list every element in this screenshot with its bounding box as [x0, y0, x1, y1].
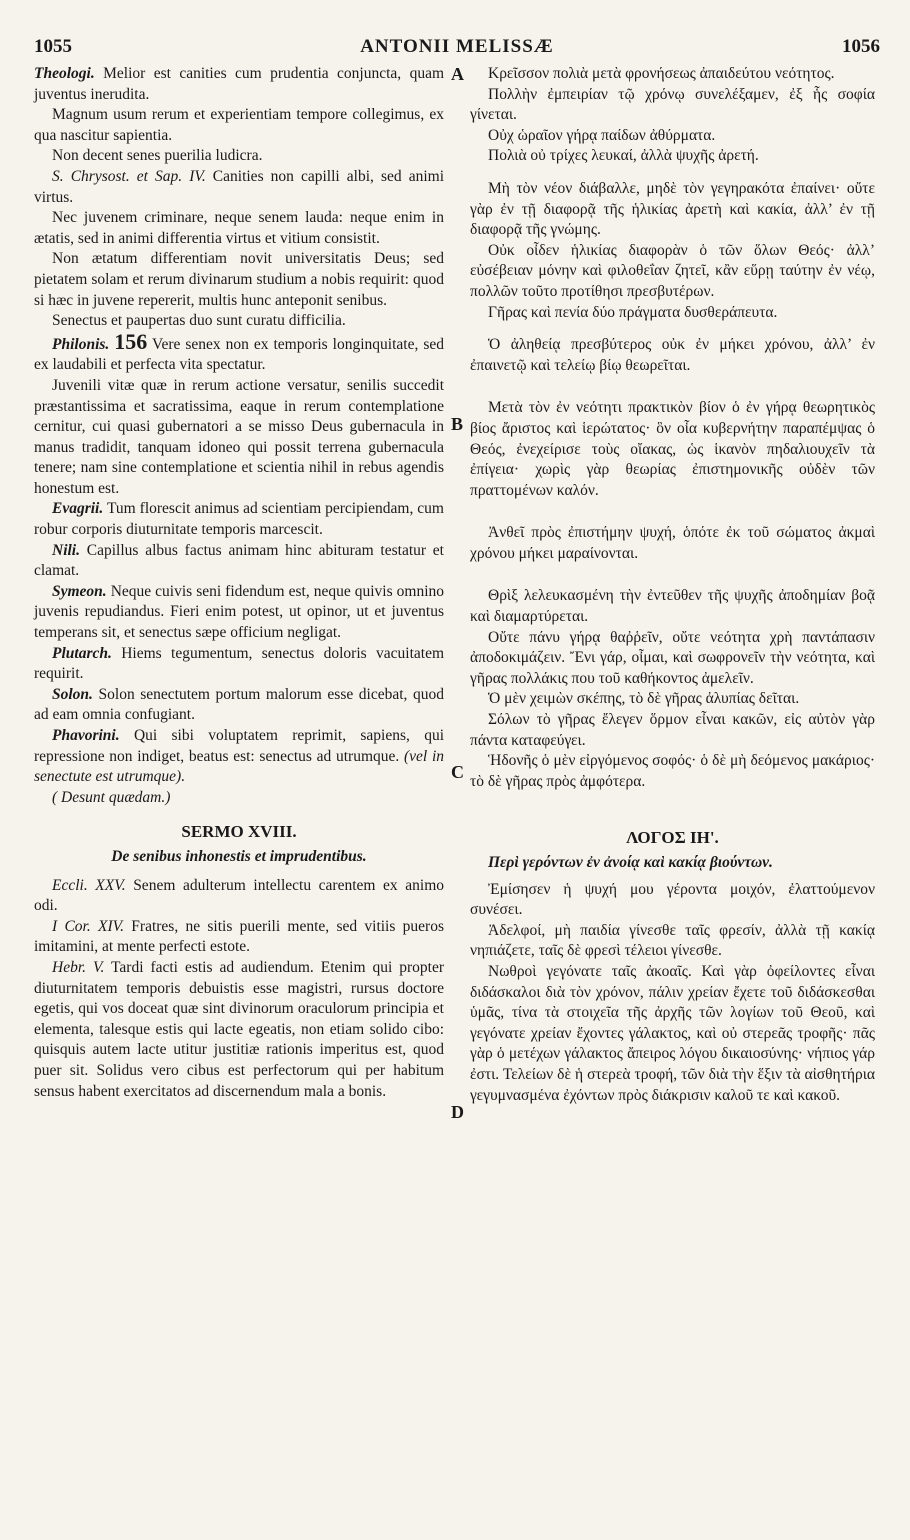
paragraph: Ἐμίσησεν ἡ ψυχή μου γέροντα μοιχόν, ἐλαττούμενον συνέσει. — [470, 880, 875, 919]
spacer — [470, 501, 875, 523]
paragraph-text: Tardi facti estis ad audiendum. Etenim qui propter diuturnitatem temporis debuistis esse magistri, rursus doctore egetis, qui vos doceat quæ sint divinorum oraculorum principia et elementa, talesque estis qui lacte egeatis, non etiam solido cibo: quisquis autem lacte utitur justitiæ rationis imperitus est, quod puer sit. Solidus vero cibus est perfectorum qui per habitum sensus habent exercitatos ad discernendum mala a bonis. — [34, 958, 444, 1100]
source-label: I Cor. XIV. — [52, 917, 124, 935]
paragraph: Ἡδονῆς ὁ μὲν εἰργόμενος σοφός· ὁ δὲ μὴ δεόμενος μακάριος· τὸ δὲ γῆρας πρὸς ἀμφότερα. — [470, 752, 875, 790]
paragraph: Non decent senes puerilia ludicra. — [52, 147, 263, 165]
lacuna-note: ( Desunt quædam.) — [52, 788, 171, 806]
paragraph: Non ætatum differentiam novit universitatis Deus; sed pietatem solam et rerum divinarum studium a nobis requirit: quod si hæc in juvene repererit, multis hunc anteponit senibus. — [34, 250, 444, 309]
margin-letter-a: A — [451, 64, 464, 84]
sermo-subtitle: De senibus inhonestis et imprudentibus. — [111, 847, 367, 865]
paragraph — [34, 541, 444, 582]
paragraph — [34, 644, 444, 685]
paragraph — [34, 499, 444, 540]
paragraph — [34, 726, 444, 788]
spacer — [470, 323, 875, 335]
paragraph — [34, 685, 444, 726]
source-label: Evagrii. — [52, 500, 104, 518]
latin-column — [34, 64, 444, 1102]
margin-letter-c: C — [451, 762, 464, 782]
page-number-right: 1056 — [842, 36, 880, 57]
paragraph: Μετὰ τὸν ἐν νεότητι πρακτικὸν βίον ὁ ἐν γήρᾳ θεωρητικὸς βίος ἄριστος καὶ ἱερώτατος· ὃν οἷα κυβερνήτην παραπέμψας ὁ Θεός, ἐνεχείρισε τοὺς οἴακας, ὡς ἱκανὸν πηδαλιουχεῖν τὰ ἐπίγεια· χωρὶς γὰρ θεωρίας ἐπιστημονικῆς οὐδὲν τῶν πραττομένων καλόν. — [470, 399, 875, 499]
paragraph: Γῆρας καὶ πενία δύο πράγματα δυσθεράπευτα. — [488, 303, 778, 321]
paragraph — [34, 582, 444, 644]
paragraph-text: Capillus albus factus animam hinc abituram testatur et clamat. — [34, 541, 444, 580]
paragraph: Οὐκ οἶδεν ἡλικίας διαφορὰν ὁ τῶν ὅλων Θεός· ἀλλ’ εὐσέβειαν μόνην καὶ φιλοθεΐαν ζητεῖ, κἂν εὕρῃ ταύτην ἐν νέῳ, πολλῶν τοῦτο προτίθησι πρεσβυτέρων. — [470, 241, 875, 300]
paragraph: Πολλὴν ἐμπειρίαν τῷ χρόνῳ συνελέξαμεν, ἐξ ἧς σοφία γίνεται. — [470, 85, 875, 124]
paragraph: Νωθροὶ γεγόνατε ταῖς ἀκοαῖς. Καὶ γὰρ ὀφείλοντες εἶναι διδάσκαλοι διὰ τὸν χρόνον, πάλιν χρείαν ἔχετε τοῦ διδάσκεσθαι ὑμᾶς, τίνα τὰ στοιχεῖα τῆς ἀρχῆς τῶν λογίων τοῦ Θεοῦ, καὶ γεγόνατε χρείαν ἔχοντες γάλακτος, καὶ οὐ στερεᾶς τροφῆς· πᾶς γὰρ ὁ μετέχων γάλακτος ἄπειρος λόγου δικαιοσύνης· νήπιος γάρ ἐστι. Τελείων δὲ ἡ στερεὰ τροφή, τῶν διὰ τὴν ἕξιν τὰ αἰσθητήρια γεγυμνασμένα ἐχόντων πρὸς διάκρισιν καλοῦ τε καὶ κακοῦ. — [470, 962, 875, 1104]
paragraph: Magnum usum rerum et experientiam tempore collegimus, ex qua nascitur sapientia. — [34, 106, 444, 144]
source-label: Solon. — [52, 685, 93, 703]
logos-subtitle: Περὶ γερόντων ἐν ἀνοίᾳ καὶ κακίᾳ βιούντων. — [488, 854, 773, 871]
source-label: S. Chrysost. et Sap. IV. — [52, 167, 206, 185]
greek-column — [470, 64, 875, 1106]
paragraph-text: Solon senectutem portum malorum esse dicebat, quod ad eam omnia confugiant. — [34, 685, 444, 724]
source-label: Theologi. — [34, 65, 95, 82]
page-number-left: 1055 — [34, 36, 72, 57]
variant-note: (vel in senectute est utrumque). — [34, 747, 444, 786]
margin-letter-d: D — [451, 1102, 464, 1122]
paragraph: Ἀνθεῖ πρὸς ἐπιστήμην ψυχή, ὁπότε ἐκ τοῦ σώματος ἀκμαὶ χρόνου μήκει μαραίνονται. — [470, 524, 875, 562]
paragraph: Πολιὰ οὐ τρίχες λευκαί, ἀλλὰ ψυχῆς ἀρετή. — [488, 147, 759, 165]
paragraph — [34, 917, 444, 958]
paragraph: Οὔτε πάνυ γήρᾳ θαῤῥεῖν, οὔτε νεότητα χρὴ παντάπασιν ἀποδοκιμάζειν. Ἔνι γάρ, οἶμαι, καὶ σωφρονεῖν τὴν νεότητα, καὶ γῆρας πολλάκις που τοῦ καθήκοντος ἀμελεῖν. — [470, 628, 875, 687]
paragraph: Senectus et paupertas duo sunt curatu difficilia. — [52, 312, 346, 330]
paragraph: Οὐχ ὡραῖον γήρᾳ παίδων ἀθύρματα. — [488, 126, 716, 144]
paragraph-text: Hiems tegumentum, senectus doloris vacuitatem requirit. — [34, 644, 445, 683]
paragraph: Ὁ ἀληθείᾳ πρεσβύτερος οὐκ ἐν μήκει χρόνου, ἀλλ’ ἐν ἐπαινετῷ καὶ τελείῳ βίῳ θεωρεῖται. — [470, 336, 875, 374]
section-number: 156 — [114, 328, 148, 354]
paragraph — [34, 64, 444, 105]
margin-letter-b: B — [451, 414, 464, 434]
paragraph: Κρεῖσσον πολιὰ μετὰ φρονήσεως ἀπαιδεύτου νεότητος. — [488, 65, 835, 82]
paragraph: Nec juvenem criminare, neque senem lauda: neque enim in ætatis, sed in animi differentia virtus et vitium consistit. — [34, 209, 444, 247]
spacer — [470, 564, 875, 586]
paragraph-text: Fratres, ne sitis puerili mente, sed vitiis pueros imitamini, at mente perfecti estote. — [34, 917, 445, 956]
source-label: Nili. — [52, 541, 80, 559]
source-label: Eccli. XXV. — [52, 876, 126, 894]
paragraph-text: Neque cuivis seni fidendum est, neque quivis omnino juvenis repudiandus. Fieri enim potest, ut opinor, ut et juventus temperans sit, et senectus sæpe officium negligat. — [34, 582, 444, 642]
paragraph: Θρὶξ λελευκασμένη τὴν ἐντεῦθεν τῆς ψυχῆς ἀποδημίαν βοᾷ καὶ διαμαρτύρεται. — [470, 587, 875, 626]
spacer — [470, 167, 875, 179]
paragraph-text: Tum florescit animus ad scientiam percipiendam, cum robur corporis diuturnitate temporis marcescit. — [34, 500, 444, 539]
running-header — [34, 36, 880, 66]
logos-heading: ΛΟΓΟΣ ΙΗ'. — [626, 828, 719, 848]
paragraph — [34, 876, 444, 917]
paragraph — [34, 958, 444, 1102]
paragraph: Ἀδελφοί, μὴ παιδία γίνεσθε ταῖς φρεσίν, ἀλλὰ τῇ κακίᾳ νηπιάζετε, ταῖς δὲ φρεσὶ τέλειοι γίνεσθε. — [470, 921, 875, 960]
spacer — [470, 792, 875, 814]
paragraph-text: Canities non capilli albi, sed animi virtus. — [34, 167, 444, 206]
source-label: Hebr. V. — [52, 958, 105, 976]
paragraph — [34, 328, 444, 376]
paragraph-text: Qui sibi voluptatem reprimit, sapiens, qui repressione non indiget, beatus est: senectus ad utrumque. — [34, 727, 445, 765]
paragraph — [34, 167, 444, 208]
paragraph-text: Vere senex non ex temporis longinquitate, sed ex laudabili et perfecta vita spectatur. — [34, 335, 444, 374]
source-label: Symeon. — [52, 582, 107, 600]
sermo-heading: SERMO XVIII. — [181, 822, 297, 842]
spacer — [470, 376, 875, 398]
paragraph: Juvenili vitæ quæ in rerum actione versatur, senilis succedit præstantissima et sacratissima, eaque in rerum contemplatione cernitur, cui quasi gubernatori a se misso Deus gubernacula in manus tradidit, tanquam idoneo qui possit terrena gubernacula tenere; nam sine contemplatione et scientia nihil in rebus agendis honestum est. — [34, 376, 444, 497]
paragraph: Μὴ τὸν νέον διάβαλλε, μηδὲ τὸν γεγηρακότα ἐπαίνει· οὔτε γὰρ ἐν τῇ διαφορᾷ τῆς ἡλικίας ἀρετὴ καὶ κακία, ἀλλ’ ἐν τῇ διαφορᾷ τῆς γνώμης. — [470, 179, 875, 239]
paragraph: Σόλων τὸ γῆρας ἔλεγεν ὅρμον εἶναι κακῶν, εἰς αὐτὸν γὰρ πάντα καταφεύγει. — [470, 711, 875, 749]
paragraph-text: Melior est canities cum prudentia conjuncta, quam juventus inerudita. — [34, 65, 445, 103]
running-title: ANTONII MELISSÆ — [360, 36, 554, 57]
source-label: Philonis. — [52, 335, 110, 353]
paragraph: Ὁ μὲν χειμὼν σκέπης, τὸ δὲ γῆρας ἀλυπίας δεῖται. — [488, 690, 800, 708]
source-label: Phavorini. — [52, 727, 120, 744]
paragraph-text: Senem adulterum intellectu carentem ex animo odi. — [34, 876, 444, 915]
source-label: Plutarch. — [52, 644, 112, 662]
